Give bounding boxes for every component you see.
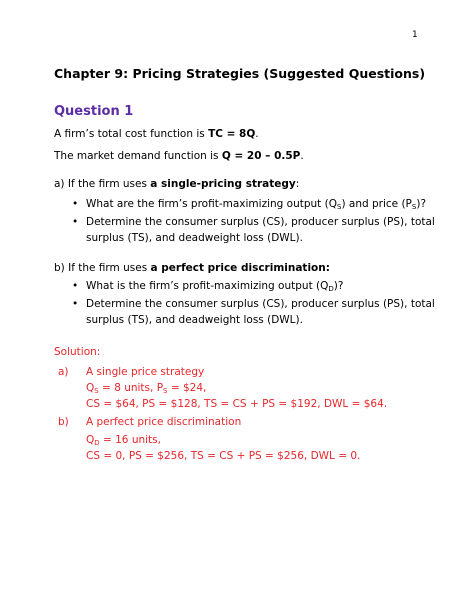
part-b-bullet-1 bbox=[86, 280, 343, 292]
solution-a-title: A single price strategy bbox=[86, 366, 205, 378]
cost-function-line bbox=[54, 128, 259, 140]
part-b-intro bbox=[54, 262, 330, 274]
part-a-bullet-1-text: ) and price (P bbox=[341, 198, 412, 210]
solution-text: Q bbox=[86, 434, 95, 446]
subscript: S bbox=[337, 203, 342, 211]
solution-a-line-1 bbox=[86, 382, 206, 394]
question-heading: Question 1 bbox=[54, 104, 134, 119]
solution-text: = $24, bbox=[167, 382, 207, 394]
part-a-bullet-2-line-2: surplus (TS), and deadweight loss (DWL). bbox=[86, 232, 303, 244]
cost-formula: TC = 8Q bbox=[208, 128, 256, 140]
part-a-bold: a single-pricing strategy bbox=[150, 178, 296, 190]
solution-a-line-2: CS = $64, PS = $128, TS = CS + PS = $192, DWL = $64. bbox=[86, 398, 388, 410]
page-number: 1 bbox=[412, 30, 418, 40]
solution-text: = 16 units, bbox=[99, 434, 161, 446]
bullet-icon: • bbox=[72, 216, 79, 228]
cost-prefix: A firm’s total cost function is bbox=[54, 128, 209, 140]
solution-b-line-2: CS = 0, PS = $256, TS = CS + PS = $256, DWL = 0. bbox=[86, 450, 361, 462]
subscript: S bbox=[411, 203, 417, 211]
bullet-icon: • bbox=[72, 198, 79, 210]
part-a-intro bbox=[54, 178, 299, 190]
part-b-bold: a perfect price discrimination: bbox=[150, 262, 330, 274]
bullet-icon: • bbox=[72, 298, 79, 310]
part-a-bullet-1-text: )? bbox=[416, 198, 427, 210]
part-a-bullet-2-line-1: Determine the consumer surplus (CS), producer surplus (PS), total bbox=[86, 216, 435, 228]
subscript: D bbox=[328, 285, 334, 293]
solution-text: Q bbox=[86, 382, 95, 394]
chapter-title: Chapter 9: Pricing Strategies (Suggested Questions) bbox=[54, 66, 426, 81]
subscript: S bbox=[94, 387, 99, 395]
solution-text: = 8 units, P bbox=[98, 382, 164, 394]
solution-b-title: A perfect price discrimination bbox=[86, 416, 242, 428]
part-b-prefix: b) If the firm uses bbox=[54, 262, 151, 274]
part-b-bullet-1-text: What is the firm’s profit-maximizing output (Q bbox=[86, 280, 329, 292]
demand-formula: Q = 20 – 0.5P bbox=[221, 150, 301, 162]
subscript: D bbox=[94, 439, 100, 447]
demand-function-line bbox=[54, 150, 304, 162]
solution-a-label: a) bbox=[58, 366, 69, 378]
solution-b-line-1 bbox=[86, 434, 161, 446]
part-b-bullet-2-line-1: Determine the consumer surplus (CS), producer surplus (PS), total bbox=[86, 298, 435, 310]
demand-suffix: . bbox=[300, 150, 304, 162]
subscript: S bbox=[163, 387, 168, 395]
part-b-bullet-1-text: )? bbox=[333, 280, 344, 292]
part-a-bullet-1 bbox=[86, 198, 426, 210]
part-a-suffix: : bbox=[295, 178, 300, 190]
part-a-prefix: a) If the firm uses bbox=[54, 178, 151, 190]
solution-b-label: b) bbox=[58, 416, 69, 428]
bullet-icon: • bbox=[72, 280, 79, 292]
part-b-bullet-2-line-2: surplus (TS), and deadweight loss (DWL). bbox=[86, 314, 303, 326]
solution-label: Solution: bbox=[54, 346, 101, 358]
part-a-bullet-1-text: What are the firm’s profit-maximizing output (Q bbox=[86, 198, 337, 210]
demand-prefix: The market demand function is bbox=[54, 150, 222, 162]
cost-suffix: . bbox=[255, 128, 259, 140]
